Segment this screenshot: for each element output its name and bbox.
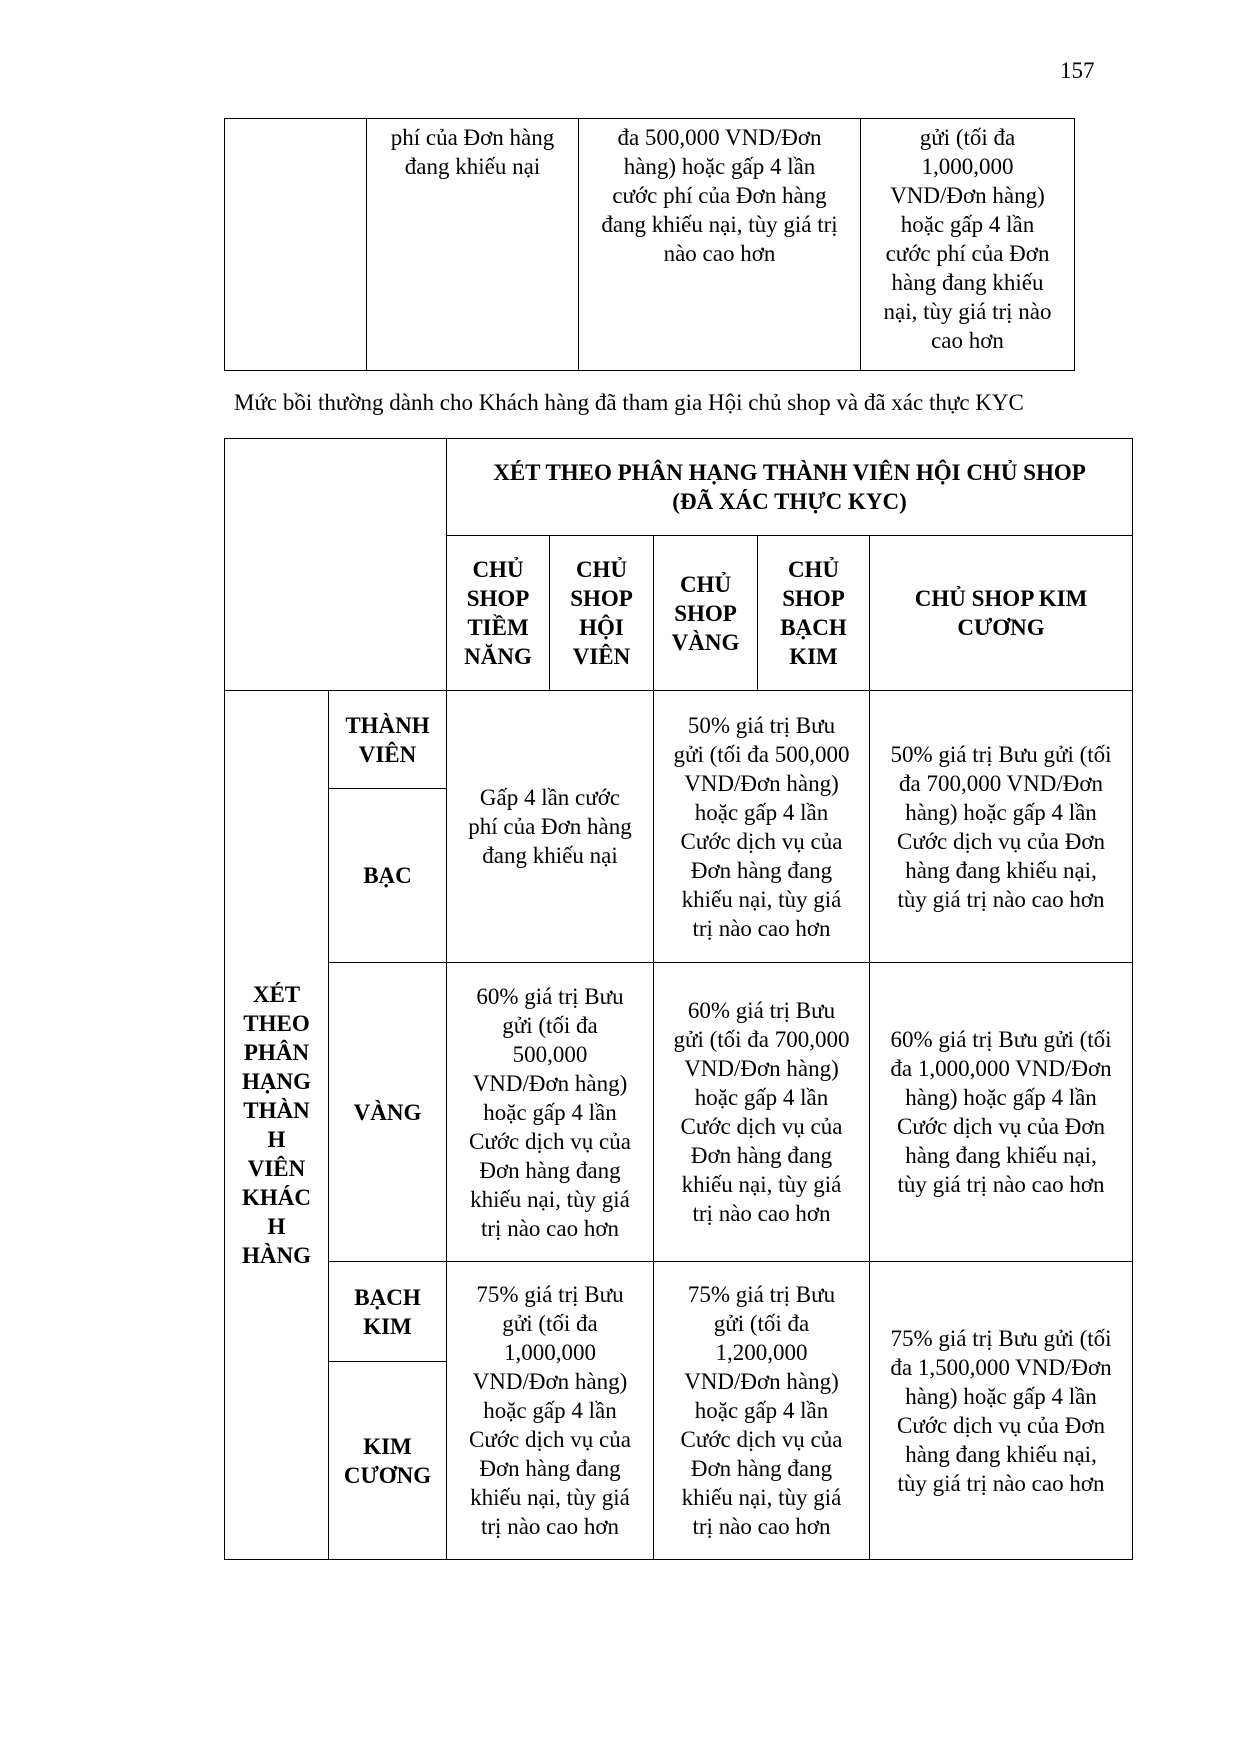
table-cell: 60% giá trị Bưu gửi (tối đa 1,000,000 VND/Đơn hàng) hoặc gấp 4 lần Cước dịch vụ của Đơn hàng đang khiếu nại, tùy giá trị nào cao hơn (870, 963, 1133, 1262)
table-cell (225, 119, 367, 371)
table-cell: 60% giá trị Bưu gửi (tối đa 500,000 VND/Đơn hàng) hoặc gấp 4 lần Cước dịch vụ của Đơn hàng đang khiếu nại, tùy giá trị nào cao hơn (447, 963, 654, 1262)
table-row (225, 1262, 1133, 1362)
table-cell: 75% giá trị Bưu gửi (tối đa 1,200,000 VND/Đơn hàng) hoặc gấp 4 lần Cước dịch vụ của Đơn hàng đang khiếu nại, tùy giá trị nào cao hơn (654, 1262, 870, 1560)
table-cell: Gấp 4 lần cước phí của Đơn hàng đang khiếu nại (447, 691, 654, 963)
table-cell: phí của Đơn hàng đang khiếu nại (367, 119, 579, 371)
table-cell: đa 500,000 VND/Đơn hàng) hoặc gấp 4 lần cước phí của Đơn hàng đang khiếu nại, tùy giá trị nào cao hơn (579, 119, 861, 371)
table-row (225, 691, 1133, 789)
row-label: VÀNG (329, 963, 447, 1262)
compensation-table (224, 438, 1133, 1560)
column-header: CHỦ SHOP BẠCH KIM (758, 536, 870, 691)
column-header: CHỦ SHOP TIỀM NĂNG (447, 536, 550, 691)
row-label: KIM CƯƠNG (329, 1362, 447, 1560)
column-group-header: XÉT THEO PHÂN HẠNG THÀNH VIÊN HỘI CHỦ SHOP (ĐÃ XÁC THỰC KYC) (447, 439, 1133, 536)
table-row (225, 963, 1133, 1262)
corner-cell (225, 439, 447, 691)
row-label: BẠC (329, 789, 447, 963)
continued-table (224, 118, 1075, 371)
page-number: 157 (1060, 58, 1095, 83)
row-label: BẠCH KIM (329, 1262, 447, 1362)
column-header: CHỦ SHOP HỘI VIÊN (550, 536, 654, 691)
table-cell: 50% giá trị Bưu gửi (tối đa 500,000 VND/Đơn hàng) hoặc gấp 4 lần Cước dịch vụ của Đơn hàng đang khiếu nại, tùy giá trị nào cao hơn (654, 691, 870, 963)
table-cell: 75% giá trị Bưu gửi (tối đa 1,000,000 VND/Đơn hàng) hoặc gấp 4 lần Cước dịch vụ của Đơn hàng đang khiếu nại, tùy giá trị nào cao hơn (447, 1262, 654, 1560)
table-row (225, 119, 1075, 371)
table-cell: gửi (tối đa 1,000,000 VND/Đơn hàng) hoặc gấp 4 lần cước phí của Đơn hàng đang khiếu nại, tùy giá trị nào cao hơn (861, 119, 1075, 371)
row-group-header: XÉT THEO PHÂN HẠNG THÀN H VIÊN KHÁC H HÀNG (225, 691, 329, 1560)
table-caption: Mức bồi thường dành cho Khách hàng đã tham gia Hội chủ shop và đã xác thực KYC (234, 390, 1024, 415)
column-header: CHỦ SHOP KIM CƯƠNG (870, 536, 1133, 691)
table-cell: 75% giá trị Bưu gửi (tối đa 1,500,000 VND/Đơn hàng) hoặc gấp 4 lần Cước dịch vụ của Đơn hàng đang khiếu nại, tùy giá trị nào cao hơn (870, 1262, 1133, 1560)
column-header: CHỦ SHOP VÀNG (654, 536, 758, 691)
table-cell: 50% giá trị Bưu gửi (tối đa 700,000 VND/Đơn hàng) hoặc gấp 4 lần Cước dịch vụ của Đơn hàng đang khiếu nại, tùy giá trị nào cao hơn (870, 691, 1133, 963)
table-cell: 60% giá trị Bưu gửi (tối đa 700,000 VND/Đơn hàng) hoặc gấp 4 lần Cước dịch vụ của Đơn hàng đang khiếu nại, tùy giá trị nào cao hơn (654, 963, 870, 1262)
row-label: THÀNH VIÊN (329, 691, 447, 789)
table-row (225, 439, 1133, 536)
